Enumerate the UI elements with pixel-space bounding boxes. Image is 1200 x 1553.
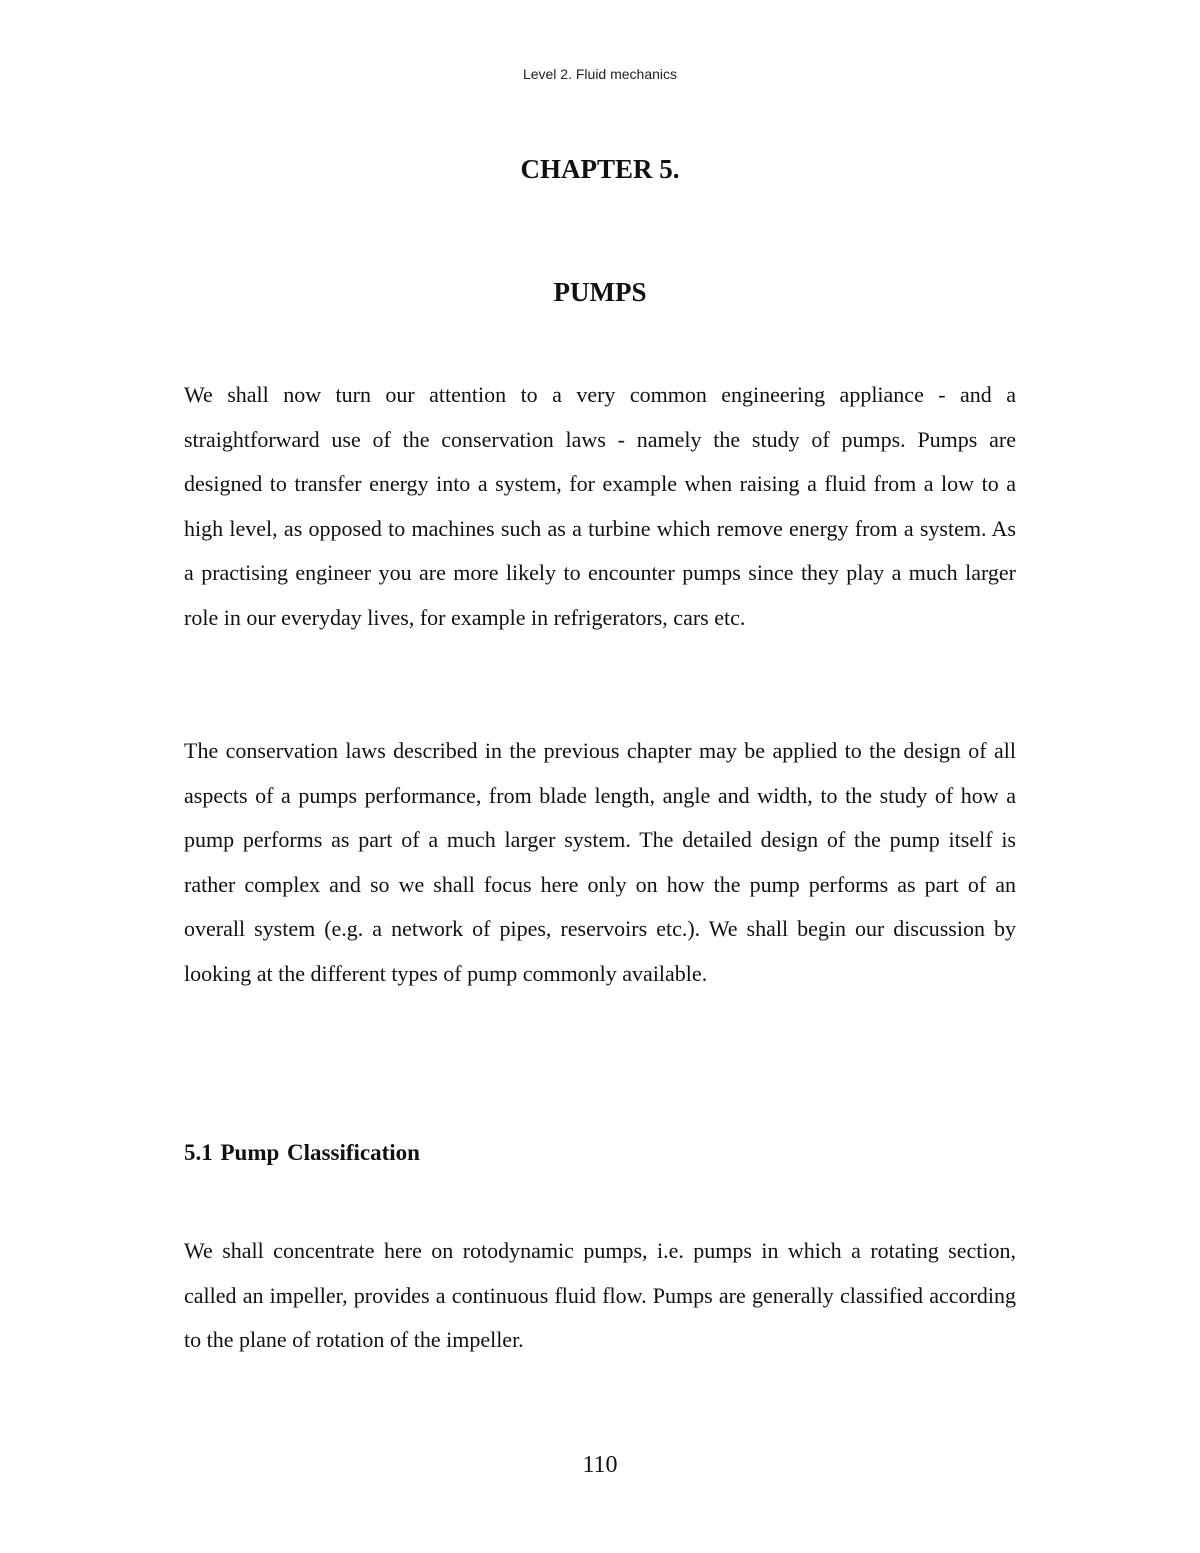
chapter-title: PUMPS xyxy=(553,277,647,307)
page-number: 110 xyxy=(582,1452,618,1478)
intro-paragraph-2: The conservation laws described in the previous chapter may be applied to the design of all aspects of a pumps performance, from blade length, angle and width, to the study of how a pump performs as part of a much larger system. The detailed design of the pump itself is rather complex and so we shall focus here only on how the pump performs as part of an overall system (e.g. a network of pipes, reservoirs etc.). We shall begin our discussion by looking at the different types of pump commonly available. xyxy=(184,738,1016,986)
section-paragraph-pump-classification: We shall concentrate here on rotodynamic pumps, i.e. pumps in which a rotating section, called an impeller, provides a continuous fluid flow. Pumps are generally classified according to the plane of rotation of the impeller. xyxy=(184,1238,1016,1352)
intro-paragraph-1: We shall now turn our attention to a very common engineering appliance - and a straightforward use of the conservation laws - namely the study of pumps. Pumps are designed to transfer energy into a system, for example when raising a fluid from a low to a high level, as opposed to machines such as a turbine which remove energy from a system. As a practising engineer you are more likely to encounter pumps since they play a much larger role in our everyday lives, for example in refrigerators, cars etc. xyxy=(184,382,1016,630)
running-header: Level 2. Fluid mechanics xyxy=(522,66,678,82)
chapter-number: CHAPTER 5. xyxy=(520,154,680,184)
section-heading-pump-classification: 5.1 Pump Classification xyxy=(184,1140,420,1165)
